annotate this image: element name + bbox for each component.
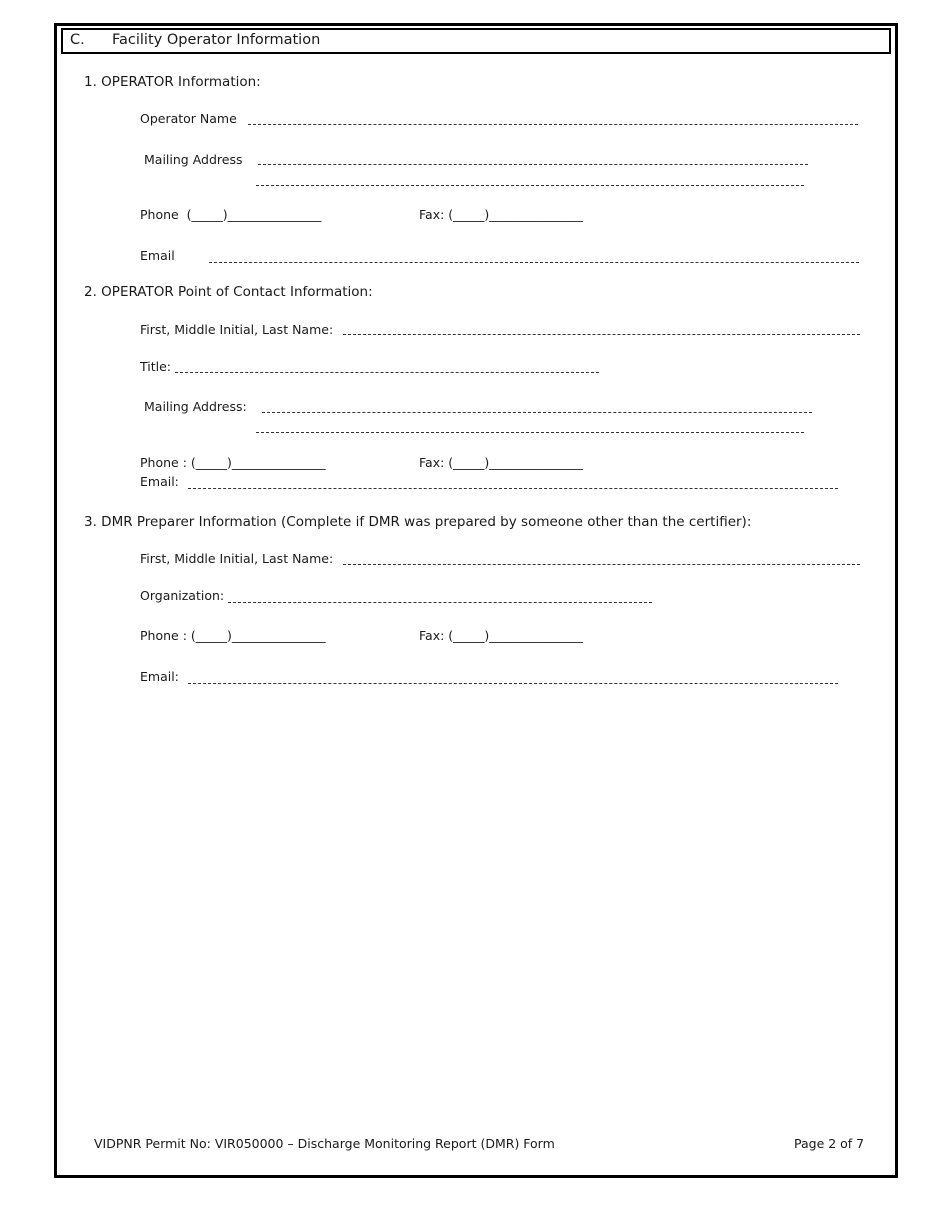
preparer-heading: 3. DMR Preparer Information (Complete if DMR was prepared by someone other than the certifier): xyxy=(84,514,752,530)
operator-address-label: Mailing Address xyxy=(144,152,243,167)
preparer-name-field[interactable] xyxy=(343,564,860,565)
preparer-org-field[interactable] xyxy=(228,602,652,603)
operator-name-field[interactable] xyxy=(248,124,858,125)
contact-heading: 2. OPERATOR Point of Contact Information: xyxy=(84,284,373,300)
contact-name-label: First, Middle Initial, Last Name: xyxy=(140,322,334,337)
contact-title-field[interactable] xyxy=(175,372,599,373)
contact-fax-field[interactable]: Fax: (_____)_______________ xyxy=(419,455,584,470)
operator-phone-field[interactable]: Phone (_____)_______________ xyxy=(140,207,322,222)
section-title: Facility Operator Information xyxy=(112,32,321,48)
section-letter: C. xyxy=(70,32,85,48)
operator-name-label: Operator Name xyxy=(140,111,237,126)
preparer-email-label: Email: xyxy=(140,669,179,684)
contact-phone-field[interactable]: Phone : (_____)_______________ xyxy=(140,455,326,470)
footer-page-number: Page 2 of 7 xyxy=(794,1136,865,1151)
contact-address-field-2[interactable] xyxy=(256,432,804,433)
preparer-name-label: First, Middle Initial, Last Name: xyxy=(140,551,334,566)
contact-email-label: Email: xyxy=(140,474,179,489)
contact-name-field[interactable] xyxy=(343,334,860,335)
preparer-phone-field[interactable]: Phone : (_____)_______________ xyxy=(140,628,326,643)
contact-email-field[interactable] xyxy=(188,488,838,489)
operator-email-field[interactable] xyxy=(209,262,859,263)
preparer-fax-field[interactable]: Fax: (_____)_______________ xyxy=(419,628,584,643)
contact-address-field-1[interactable] xyxy=(262,412,812,413)
preparer-org-label: Organization: xyxy=(140,588,225,603)
operator-address-field-1[interactable] xyxy=(258,164,808,165)
operator-heading: 1. OPERATOR Information: xyxy=(84,74,261,90)
operator-address-field-2[interactable] xyxy=(256,185,804,186)
contact-address-label: Mailing Address: xyxy=(144,399,247,414)
contact-title-label: Title: xyxy=(140,359,171,374)
footer-form-title: VIDPNR Permit No: VIR050000 – Discharge Monitoring Report (DMR) Form xyxy=(94,1136,555,1151)
operator-email-label: Email xyxy=(140,248,175,263)
operator-fax-field[interactable]: Fax: (_____)_______________ xyxy=(419,207,584,222)
preparer-email-field[interactable] xyxy=(188,683,838,684)
